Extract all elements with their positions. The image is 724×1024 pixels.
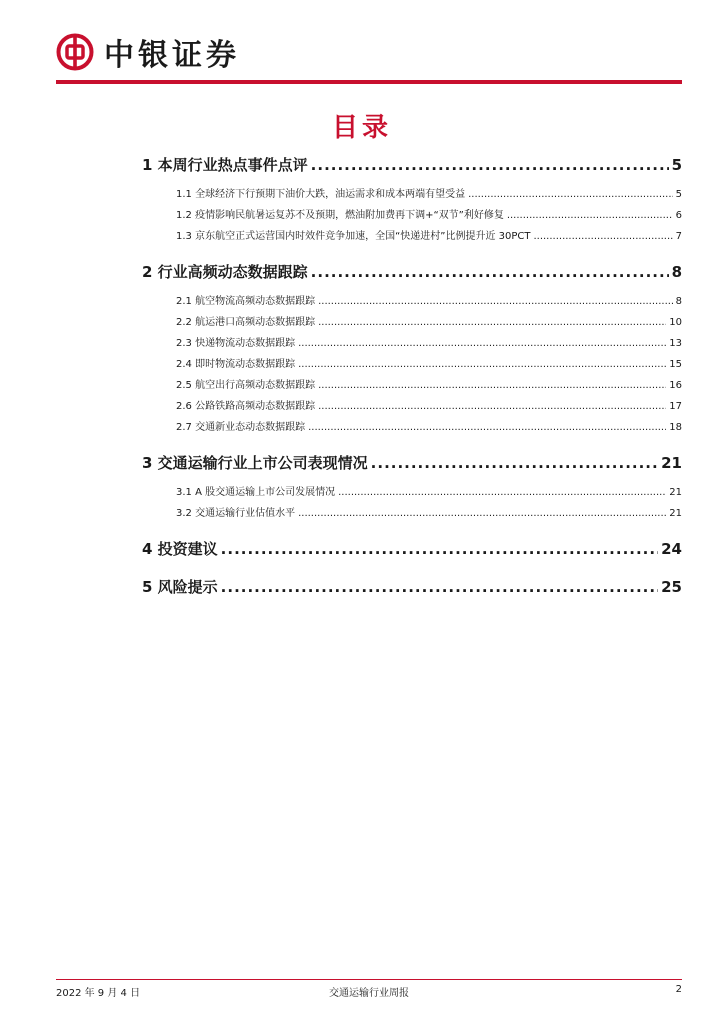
toc-section-entry[interactable] xyxy=(142,574,682,600)
toc-entry-page-number: 5 xyxy=(675,189,682,200)
toc-subsection-entry[interactable] xyxy=(142,333,682,354)
toc-entry-label: 1.3 京东航空正式运营国内时效件竞争加速，全国“快递进村”比例提升近 30PCT xyxy=(176,231,531,242)
toc-dot-leader xyxy=(298,503,666,524)
footer-report-title: 交通运输行业周报 xyxy=(329,988,409,999)
toc-dot-leader xyxy=(311,259,669,285)
toc-section-entry[interactable] xyxy=(142,152,682,178)
toc-subsection-entry[interactable] xyxy=(142,312,682,333)
toc-entry-page-number: 25 xyxy=(661,578,682,596)
toc-entry-label: 2.3 快递物流动态数据跟踪 xyxy=(176,338,296,349)
footer-divider xyxy=(56,979,682,980)
toc-entry-page-number: 7 xyxy=(675,231,682,242)
toc-dot-leader xyxy=(371,450,658,476)
toc-entry-page-number: 5 xyxy=(671,156,682,174)
toc-entry-page-number: 21 xyxy=(669,508,682,519)
toc-entry-label: 4 投资建议 xyxy=(142,540,218,558)
toc-entry-label: 1.2 疫情影响民航暑运复苏不及预期，燃油附加费再下调+“双节”利好修复 xyxy=(176,210,504,221)
toc-subsection-entry[interactable] xyxy=(142,184,682,205)
toc-entry-page-number: 24 xyxy=(661,540,682,558)
toc-entry-page-number: 10 xyxy=(669,317,682,328)
toc-subsection-entry[interactable] xyxy=(142,291,682,312)
toc-subsection-entry[interactable] xyxy=(142,226,682,247)
toc-entry-page-number: 21 xyxy=(661,454,682,472)
toc-subsection-entry[interactable] xyxy=(142,375,682,396)
toc-dot-leader xyxy=(221,536,658,562)
toc-dot-leader xyxy=(298,354,666,375)
toc-subsection-entry[interactable] xyxy=(142,503,682,524)
header-divider xyxy=(56,80,682,84)
toc-entry-label: 1.1 全球经济下行预期下油价大跌，油运需求和成本两端有望受益 xyxy=(176,189,466,200)
toc-entry-label: 2.4 即时物流动态数据跟踪 xyxy=(176,359,296,370)
toc-dot-leader xyxy=(318,312,666,333)
toc-subsection-entry[interactable] xyxy=(142,396,682,417)
brand-name: 中银证券 xyxy=(104,38,240,73)
toc-dot-leader xyxy=(308,417,666,438)
toc-entry-label: 3.2 交通运输行业估值水平 xyxy=(176,508,296,519)
toc-entry-page-number: 18 xyxy=(669,422,682,433)
toc-entry-page-number: 6 xyxy=(675,210,682,221)
toc-subsection-entry[interactable] xyxy=(142,417,682,438)
toc-dot-leader xyxy=(311,152,669,178)
toc-entry-page-number: 8 xyxy=(671,263,682,281)
toc-dot-leader xyxy=(298,333,666,354)
toc-entry-page-number: 13 xyxy=(669,338,682,349)
toc-entry-label: 2.1 航空物流高频动态数据跟踪 xyxy=(176,296,316,307)
toc-dot-leader xyxy=(338,482,666,503)
toc-section-entry[interactable] xyxy=(142,450,682,476)
toc-dot-leader xyxy=(318,396,666,417)
toc-subsection-entry[interactable] xyxy=(142,354,682,375)
toc-entry-label: 2.5 航空出行高频动态数据跟踪 xyxy=(176,380,316,391)
toc-entry-page-number: 17 xyxy=(669,401,682,412)
toc-dot-leader xyxy=(318,375,666,396)
toc-entry-label: 2.7 交通新业态动态数据跟踪 xyxy=(176,422,306,433)
report-header xyxy=(56,30,240,74)
toc-entry-label: 3.1 A 股交通运输上市公司发展情况 xyxy=(176,487,336,498)
toc-section-entry[interactable] xyxy=(142,259,682,285)
toc-entry-label: 2 行业高频动态数据跟踪 xyxy=(142,263,308,281)
toc-entry-label: 2.6 公路铁路高频动态数据跟踪 xyxy=(176,401,316,412)
footer-page-number: 2 xyxy=(675,984,682,995)
toc-entry-page-number: 8 xyxy=(675,296,682,307)
table-of-contents xyxy=(142,152,682,600)
toc-entry-page-number: 15 xyxy=(669,359,682,370)
toc-dot-leader xyxy=(468,184,673,205)
toc-entry-label: 5 风险提示 xyxy=(142,578,218,596)
toc-title: 目录 xyxy=(331,113,392,143)
toc-entry-label: 3 交通运输行业上市公司表现情况 xyxy=(142,454,368,472)
footer-date: 2022 年 9 月 4 日 xyxy=(56,988,141,999)
toc-dot-leader xyxy=(507,205,673,226)
toc-subsection-entry[interactable] xyxy=(142,205,682,226)
toc-entry-label: 1 本周行业热点事件点评 xyxy=(142,156,308,174)
toc-dot-leader xyxy=(533,226,672,247)
toc-entry-label: 2.2 航运港口高频动态数据跟踪 xyxy=(176,317,316,328)
toc-entry-page-number: 16 xyxy=(669,380,682,391)
toc-subsection-entry[interactable] xyxy=(142,482,682,503)
toc-dot-leader xyxy=(221,574,658,600)
bank-of-china-logo-icon xyxy=(56,33,94,71)
toc-dot-leader xyxy=(318,291,673,312)
toc-entry-page-number: 21 xyxy=(669,487,682,498)
toc-section-entry[interactable] xyxy=(142,536,682,562)
